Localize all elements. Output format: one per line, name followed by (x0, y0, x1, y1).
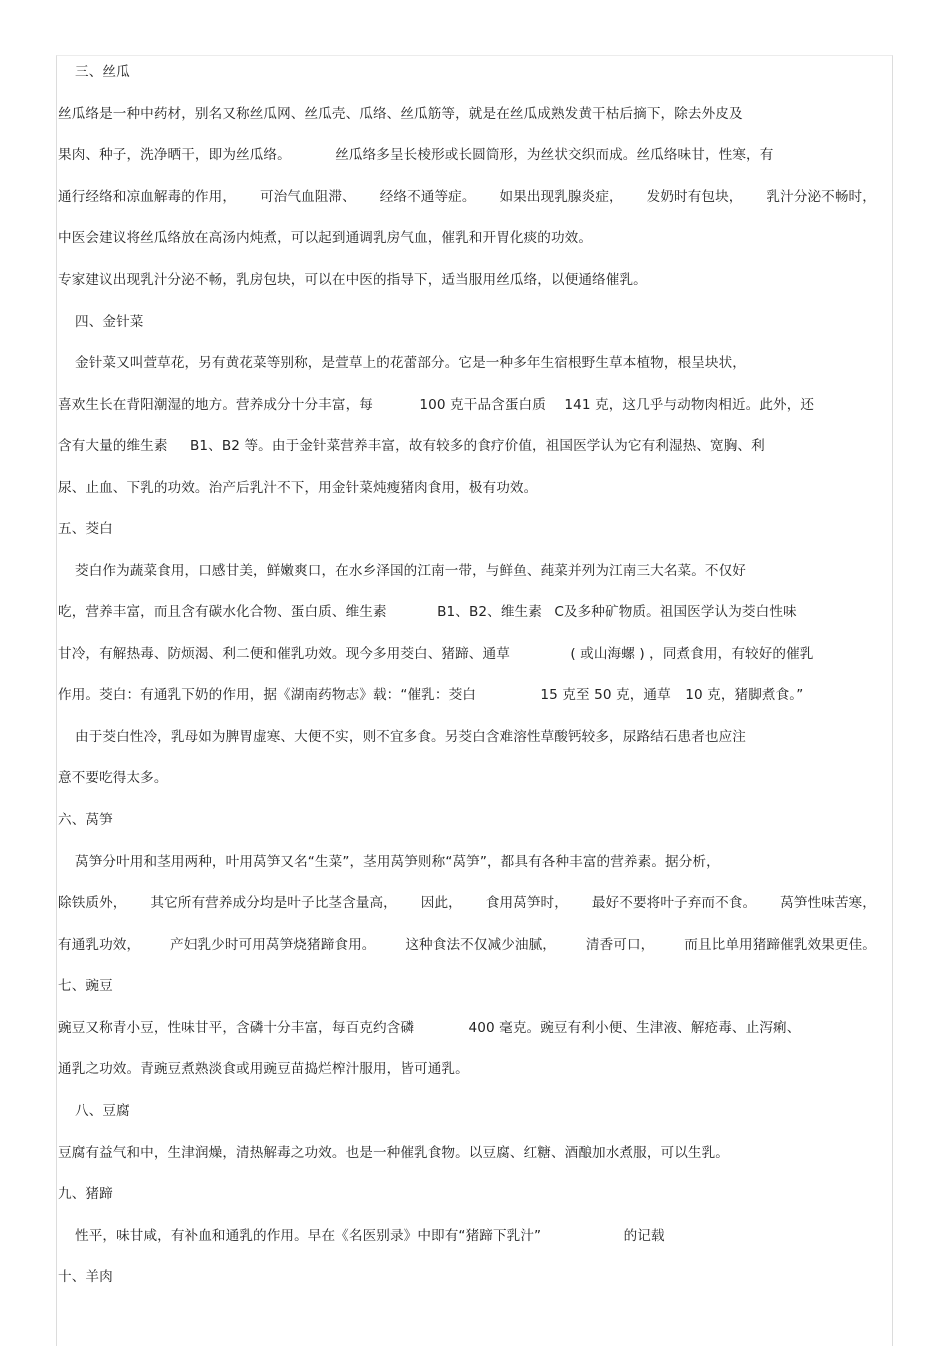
text-segment: 甘冷，有解热毒、防烦渴、利二便和催乳功效。现今多用茭白、猪蹄、通草 (58, 646, 510, 662)
text-segment: 有通乳功效， (58, 937, 141, 953)
text-segment: 作用。茭白：有通乳下奶的作用，据《湖南药物志》载：“催乳：茭白 (58, 687, 476, 703)
paragraph-line: 通乳之功效。青豌豆煮熟淡食或用豌豆苗捣烂榨汁服用，皆可通乳。 (58, 1061, 469, 1077)
paragraph-line (58, 894, 876, 912)
text-segment: 性平，味甘咸，有补血和通乳的作用。早在《名医别录》中即有“猪蹄下乳汁” (75, 1228, 542, 1244)
text-segment: 豌豆又称青小豆，性味甘平，含磷十分丰富，每百克约含磷 (58, 1020, 415, 1036)
text-segment: 产妇乳少时可用莴笋烧猪蹄食用。 (170, 937, 376, 953)
paragraph-line (75, 1227, 665, 1245)
text-segment: ( 或山海螺 ) ，同煮食用，有较好的催乳 (570, 646, 814, 662)
text-segment: 除铁质外， (58, 895, 127, 911)
paragraph-line: 中医会建议将丝瓜络放在高汤内炖煮，可以起到通调乳房气血，催乳和开胃化痰的功效。 (58, 230, 593, 246)
section-heading-mutton: 十、羊肉 (58, 1269, 113, 1285)
paragraph-line: 尿、止血、下乳的功效。治产后乳汁不下，用金针菜炖瘦猪肉食用，极有功效。 (58, 480, 538, 496)
text-segment: 其它所有营养成分均是叶子比茎含量高， (150, 895, 397, 911)
paragraph-line: 专家建议出现乳汁分泌不畅，乳房包块，可以在中医的指导下，适当服用丝瓜络，以便通络催乳。 (58, 272, 647, 288)
paragraph-line (58, 396, 814, 414)
text-segment: 这种食法不仅减少油腻， (405, 937, 556, 953)
text-segment: 因此， (420, 895, 462, 911)
text-segment: 果肉、种子，洗净晒干，即为丝瓜络。 (58, 147, 291, 163)
text-segment: 15 克至 50 克，通草 (540, 687, 671, 703)
text-segment: 最好不要将叶子弃而不食。 (591, 895, 757, 911)
section-heading-pea: 七、豌豆 (58, 978, 113, 994)
text-segment: 而且比单用猪蹄催乳效果更佳。 (684, 937, 876, 953)
paragraph-line (58, 603, 797, 621)
text-segment: 通行经络和凉血解毒的作用， (58, 189, 237, 205)
paragraph-line: 意不要吃得太多。 (58, 770, 168, 786)
paragraph-line (58, 188, 876, 206)
text-segment: 10 克，猪脚煮食。” (685, 687, 804, 703)
paragraph-line: 由于茭白性冷，乳母如为脾胃虚寒、大便不实，则不宜多食。另茭白含难溶性草酸钙较多，尿路结石患者也应注 (75, 729, 746, 745)
paragraph-line: 茭白作为蔬菜食用，口感甘美，鲜嫩爽口，在水乡泽国的江南一带，与鲜鱼、莼菜并列为江南三大名菜。不仅好 (75, 563, 746, 579)
text-segment: 发奶时有包块， (646, 189, 743, 205)
paragraph-line (58, 645, 814, 663)
paragraph-line (58, 437, 765, 455)
text-segment: 喜欢生长在背阳潮湿的地方。营养成分十分丰富，每 (58, 397, 373, 413)
paragraph-line (58, 146, 773, 164)
text-segment: B1、B2、维生素 (437, 604, 542, 620)
text-segment: 含有大量的维生素 (58, 438, 168, 454)
text-segment: 清香可口， (585, 937, 655, 953)
section-heading-tofu: 八、豆腐 (75, 1103, 130, 1119)
text-segment: 食用莴笋时， (485, 895, 568, 911)
text-segment: 莴笋性味苦寒， (780, 895, 876, 911)
paragraph-line (58, 686, 803, 704)
text-segment: 乳汁分泌不畅时， (766, 189, 876, 205)
paragraph-line: 丝瓜络是一种中药材，别名又称丝瓜网、丝瓜壳、瓜络、丝瓜筋等，就是在丝瓜成熟发黄干枯后摘下，除去外皮及 (58, 106, 743, 122)
text-segment: 经络不通等症。 (379, 189, 476, 205)
paragraph-line (58, 1019, 800, 1037)
paragraph-line: 金针菜又叫萱草花，另有黄花菜等别称，是萱草上的花蕾部分。它是一种多年生宿根野生草本植物，根呈块状， (75, 355, 746, 371)
text-segment: 的记载 (623, 1228, 665, 1244)
section-heading-water-bamboo: 五、茭白 (58, 521, 113, 537)
paragraph-line: 豆腐有益气和中，生津润燥，清热解毒之功效。也是一种催乳食物。以豆腐、红糖、酒酿加水煮服，可以生乳。 (58, 1145, 729, 1161)
section-heading-lettuce: 六、莴笋 (58, 812, 113, 828)
text-segment: 141 克，这几乎与动物肉相近。此外，还 (564, 397, 815, 413)
section-heading-luffa: 三、丝瓜 (75, 64, 130, 80)
section-heading-daylily: 四、金针菜 (75, 314, 144, 330)
section-heading-pig-trotter: 九、猪蹄 (58, 1186, 113, 1202)
paragraph-line (58, 936, 876, 954)
text-segment: B1、B2 等。由于金针菜营养丰富，故有较多的食疗价值，祖国医学认为它有利湿热、宽胸、利 (189, 438, 765, 454)
paragraph-line: 莴笋分叶用和茎用两种，叶用莴笋又名“生菜”，茎用莴笋则称“莴笋”，都具有各种丰富的营养素。据分析， (75, 854, 720, 870)
text-segment: 吃，营养丰富，而且含有碳水化合物、蛋白质、维生素 (58, 604, 387, 620)
text-segment: 100 克干品含蛋白质 (419, 397, 546, 413)
text-segment: 丝瓜络多呈长棱形或长圆筒形，为丝状交织而成。丝瓜络味甘，性寒，有 (335, 147, 774, 163)
text-segment: C及多种矿物质。祖国医学认为茭白性味 (554, 604, 797, 620)
text-segment: 可治气血阻滞、 (259, 189, 356, 205)
text-segment: 400 毫克。豌豆有利小便、生津液、解疮毒、止泻痢、 (468, 1020, 801, 1036)
text-segment: 如果出现乳腺炎症， (499, 189, 623, 205)
